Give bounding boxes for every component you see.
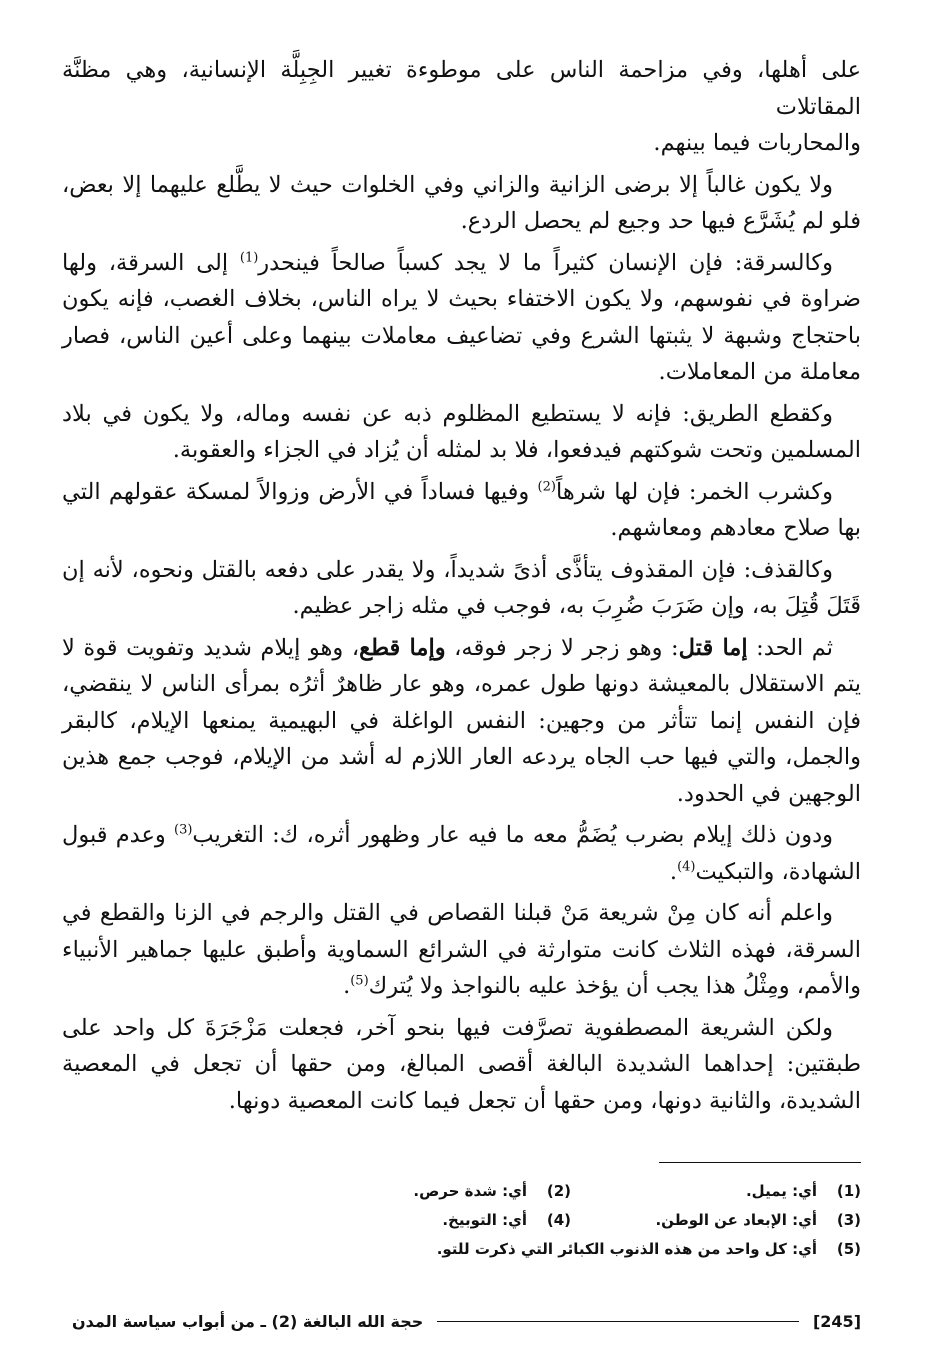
footnote-ref-3[interactable]: (3): [173, 822, 193, 838]
page-number: [245]: [812, 1312, 861, 1331]
footnote-1: [571, 1182, 861, 1200]
footnote-number: (4): [546, 1210, 571, 1229]
paragraph-5-text-b: وفيها فساداً في الأرض وزوالاً لمسكة عقولهم التي بها صلاح معادهم ومعاشهم.: [62, 478, 861, 541]
footnote-number: (3): [836, 1210, 861, 1229]
paragraph-3: [62, 245, 861, 391]
footnote-number: (1): [836, 1181, 861, 1200]
paragraph-3-text-b: إلى السرقة، ولها ضراوة في نفوسهم، ولا يكون الاختفاء بحيث لا يراه الناس، بخلاف الغصب، فإنه يكون باحتجاج وشبهة لا يثبتها الشرع وفي تضاعيف معاملات بينهما وعلى أعين الناس، فصار معاملة من المعاملات.: [62, 249, 861, 385]
paragraph-7-text-e: ، وهو إيلام شديد وتفويت قوة لا يتم الاستقلال بالمعيشة دونها طول عمره، وهو عار ظاهرٌ أثرُه بمرأى الناس لا ينقضي، فإن النفس إنما تتأثر من وجهين: النفس الواغلة في البهيمية يمنعها الإيلام، كالبقر والجمل، والتي فيها حب الجاه يردعه العار اللازم له أشد من الإيلام، فوجب جمع هذين الوجهين في الحدود.: [62, 634, 861, 807]
footnote-text: أي: يميل.: [745, 1181, 817, 1200]
footnote-3: [571, 1211, 861, 1229]
paragraph-2: ولا يكون غالباً إلا برضى الزانية والزاني وفي الخلوات حيث لا يطَّلع عليهما إلا بعض، فلو لم يُشَرَّع فيها حد وجيع لم يحصل الردع.: [62, 171, 861, 234]
footnote-row: [71, 1205, 861, 1234]
paragraph-9-text-a: واعلم أنه كان مِنْ شريعة مَنْ قبلنا القصاص في القتل والرجم في الزنا والقطع في السرقة، فهذه الثلاث كانت متوارثة في الشرائع السماوية وأطبق عليها جماهير الأنبياء والأمم، ومِثْلُ هذا يجب أن يؤخذ عليه بالنواجذ ولا يُترك: [62, 900, 861, 999]
footnote-number: (2): [546, 1181, 571, 1200]
footnote-5: [437, 1240, 861, 1258]
footnote-row: [71, 1176, 861, 1205]
footnote-text: أي: التوبيخ.: [442, 1210, 527, 1229]
footer-rule: [437, 1321, 799, 1322]
running-footer: [72, 1312, 861, 1331]
footnotes: [71, 1176, 861, 1263]
footnote-text: أي: الإبعاد عن الوطن.: [655, 1210, 817, 1229]
paragraph-7-term-qat: وإما قطع: [359, 634, 446, 661]
paragraph-4: وكقطع الطريق: فإنه لا يستطيع المظلوم ذبه عن نفسه وماله، ولا يكون في بلاد المسلمين وتحت شوكتهم فيدفعوا، فلا بد لمثله أن يُزاد في الجزاء والعقوبة.: [62, 400, 861, 463]
footnote-text: أي: كل واحد من هذه الذنوب الكبائر التي ذكرت للتو.: [436, 1239, 817, 1258]
paragraph-7-term-qatl: إما قتل: [678, 634, 748, 661]
paragraph-9-text-b: .: [343, 973, 351, 999]
footnote-separator: [659, 1162, 861, 1163]
paragraph-8-text-a: ودون ذلك إيلام بضرب يُضَمُّ معه ما فيه عار وظهور أثره، ك: التغريب: [192, 822, 833, 848]
paragraph-8: [62, 817, 861, 890]
footnote-2: [281, 1182, 571, 1200]
paragraph-1: [62, 52, 861, 162]
running-title: حجة الله البالغة (2) ـ من أبواب سياسة المدن: [72, 1312, 424, 1331]
paragraph-5: [62, 474, 861, 547]
paragraph-1-line-1: على أهلها، وفي مزاحمة الناس على موطوءة تغيير الجِبِلَّة الإنسانية، وهي مظنَّة المقاتلات: [62, 57, 861, 120]
footnote-number: (5): [836, 1239, 861, 1258]
paragraph-9: [62, 895, 861, 1005]
paragraph-10: ولكن الشريعة المصطفوية تصرَّفت فيها بنحو آخر، فجعلت مَزْجَرَةَ كل واحد على طبقتين: إحداهما الشديدة البالغة أقصى المبالغ، ومن حقها أن تجعل في المعصية الشديدة، والثانية دونها، ومن حقها أن تجعل فيما كانت المعصية دونها.: [62, 1014, 861, 1114]
footnote-ref-1[interactable]: (1): [239, 250, 259, 265]
paragraph-1-line-2: والمحاربات فيما بينهم.: [653, 130, 861, 156]
paragraph-8-text-c: .: [669, 858, 678, 885]
paragraph-7-text-c: : وهو زجر لا زجر فوقه،: [445, 634, 679, 661]
paragraph-5-text-a: وكشرب الخمر: فإن لها شرهاً: [555, 478, 833, 505]
paragraph-6: وكالقذف: فإن المقذوف يتأذَّى أذىً شديداً، ولا يقدر على دفعه بالقتل ونحوه، لأنه إن قَتَلَ قُتِلَ به، وإن ضَرَبَ ضُرِبَ به، فوجب في مثله زاجر عظيم.: [62, 556, 861, 619]
footnote-ref-5[interactable]: (5): [350, 973, 369, 989]
paragraph-8-text-b: وعدم قبول الشهادة، والتبكيت: [62, 822, 861, 885]
footnote-text: أي: شدة حرص.: [413, 1181, 527, 1200]
paragraph-3-text-a: وكالسرقة: فإن الإنسان كثيراً ما لا يجد كسباً صالحاً فينحدر: [258, 249, 833, 276]
paragraph-7: [62, 630, 861, 813]
footnote-4: [281, 1211, 571, 1229]
footnote-ref-4[interactable]: (4): [677, 859, 696, 874]
footnote-row: [71, 1234, 861, 1263]
footnote-ref-2[interactable]: (2): [537, 479, 556, 494]
paragraph-7-text-a: ثم الحد:: [747, 634, 834, 661]
